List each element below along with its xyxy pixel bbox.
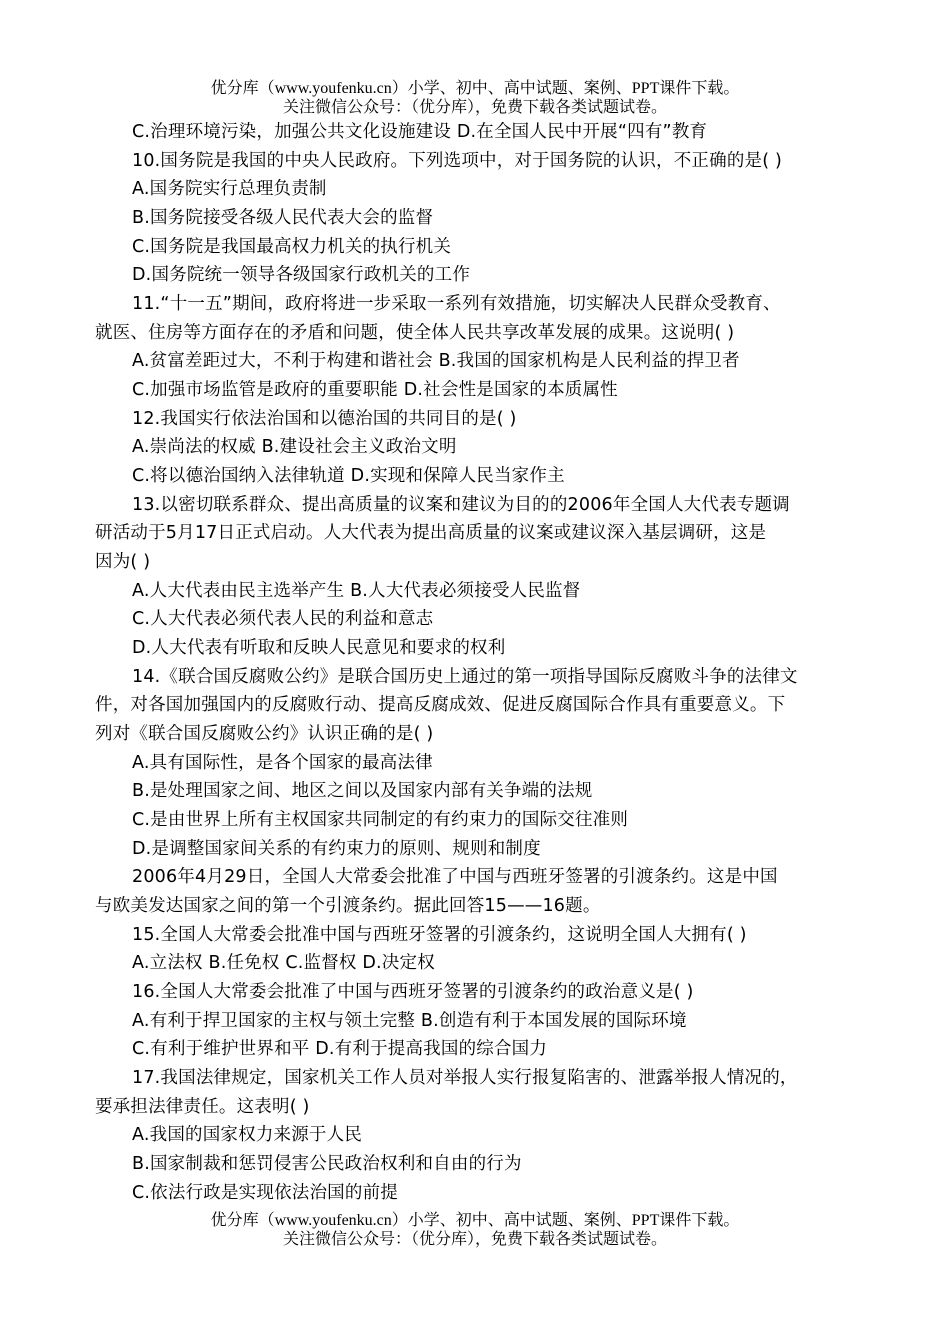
- text-line: 研活动于5月17日正式启动。人大代表为提出高质量的议案或建议深入基层调研，这是: [95, 523, 767, 543]
- text-line: A.立法权 B.任免权 C.监督权 D.决定权: [132, 953, 435, 973]
- text-line: A.人大代表由民主选举产生 B.人大代表必须接受人民监督: [132, 581, 581, 601]
- header-line-1: 优分库（www.youfenku.cn）小学、初中、高中试题、案例、PPT课件下载。: [210, 80, 740, 97]
- text-line: C.加强市场监管是政府的重要职能 D.社会性是国家的本质属性: [132, 380, 618, 400]
- text-line: C.有利于维护世界和平 D.有利于提高我国的综合国力: [132, 1039, 548, 1059]
- text-line: C.依法行政是实现依法治国的前提: [132, 1183, 398, 1203]
- text-line: D.人大代表有听取和反映人民意见和要求的权利: [132, 638, 506, 658]
- text-line: 17.我国法律规定，国家机关工作人员对举报人实行报复陷害的、泄露举报人情况的，: [132, 1068, 798, 1088]
- text-line: 12.我国实行依法治国和以德治国的共同目的是( ): [132, 409, 517, 429]
- text-line: A.我国的国家权力来源于人民: [132, 1125, 363, 1145]
- footer-line-1: 优分库（www.youfenku.cn）小学、初中、高中试题、案例、PPT课件下载。: [210, 1212, 740, 1229]
- text-line: A.贫富差距过大，不利于构建和谐社会 B.我国的国家机构是人民利益的捍卫者: [132, 351, 740, 371]
- text-line: A.有利于捍卫国家的主权与领土完整 B.创造有利于本国发展的国际环境: [132, 1011, 687, 1031]
- text-line: 10.国务院是我国的中央人民政府。下列选项中，对于国务院的认识，不正确的是( ): [132, 151, 783, 171]
- text-line: 15.全国人大常委会批准中国与西班牙签署的引渡条约，这说明全国人大拥有( ): [132, 925, 747, 945]
- text-line: B.国家制裁和惩罚侵害公民政治权利和自由的行为: [132, 1154, 522, 1174]
- text-line: 要承担法律责任。这表明( ): [95, 1097, 310, 1117]
- header-line-2: 关注微信公众号：（优分库），免费下载各类试题试卷。: [282, 99, 667, 116]
- text-line: B.国务院接受各级人民代表大会的监督: [132, 208, 434, 228]
- text-line: 16.全国人大常委会批准了中国与西班牙签署的引渡条约的政治意义是( ): [132, 982, 694, 1002]
- text-line: A.具有国际性，是各个国家的最高法律: [132, 753, 433, 773]
- text-line: 2006年4月29日，全国人大常委会批准了中国与西班牙签署的引渡条约。这是中国: [132, 867, 778, 887]
- text-line: D.国务院统一领导各级国家行政机关的工作: [132, 265, 471, 285]
- text-line: C.国务院是我国最高权力机关的执行机关: [132, 237, 452, 257]
- text-line: C.是由世界上所有主权国家共同制定的有约束力的国际交往准则: [132, 810, 629, 830]
- text-line: 13.以密切联系群众、提出高质量的议案和建议为目的的2006年全国人大代表专题调: [132, 495, 790, 515]
- text-line: 14.《联合国反腐败公约》是联合国历史上通过的第一项指导国际反腐败斗争的法律文: [132, 667, 798, 687]
- text-line: 就医、住房等方面存在的矛盾和问题，使全体人民共享改革发展的成果。这说明( ): [95, 323, 735, 343]
- text-line: 列对《联合国反腐败公约》认识正确的是( ): [95, 724, 434, 744]
- text-line: C.人大代表必须代表人民的利益和意志: [132, 609, 434, 629]
- text-line: C.将以德治国纳入法律轨道 D.实现和保障人民当家作主: [132, 466, 565, 486]
- text-line: B.是处理国家之间、地区之间以及国家内部有关争端的法规: [132, 781, 593, 801]
- text-line: C.治理环境污染，加强公共文化设施建设 D.在全国人民中开展“四有”教育: [132, 122, 708, 142]
- text-line: D.是调整国家间关系的有约束力的原则、规则和制度: [132, 839, 541, 859]
- text-line: 件，对各国加强国内的反腐败行动、提高反腐成效、促进反腐国际合作具有重要意义。下: [95, 695, 786, 715]
- text-line: 因为( ): [95, 552, 151, 572]
- text-line: A.崇尚法的权威 B.建设社会主义政治文明: [132, 437, 457, 457]
- text-line: A.国务院实行总理负责制: [132, 179, 327, 199]
- footer-line-2: 关注微信公众号：（优分库），免费下载各类试题试卷。: [282, 1231, 667, 1248]
- text-line: 11.“十一五”期间，政府将进一步采取一系列有效措施，切实解决人民群众受教育、: [132, 294, 781, 314]
- text-line: 与欧美发达国家之间的第一个引渡条约。据此回答15——16题。: [95, 896, 601, 916]
